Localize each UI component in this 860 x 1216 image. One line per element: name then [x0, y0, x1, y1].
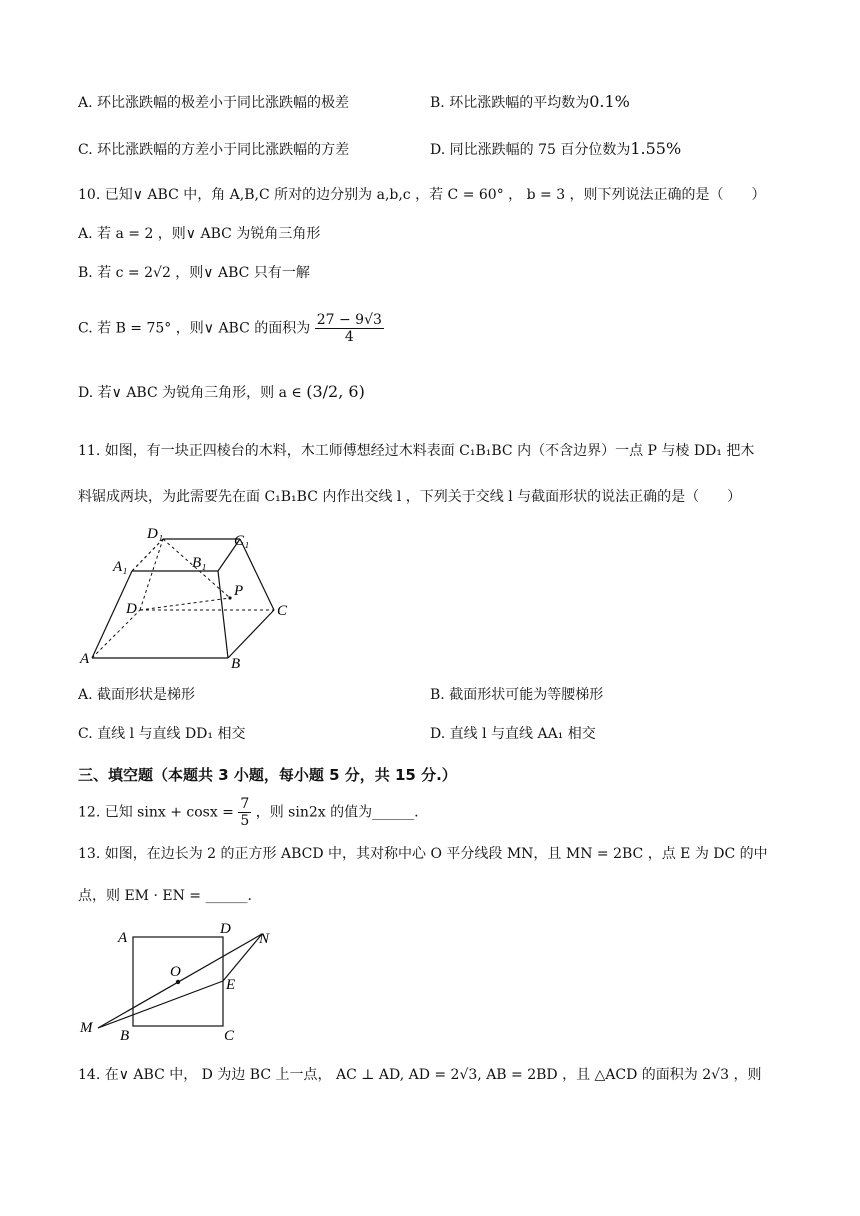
- label-c1: C₁: [234, 533, 250, 549]
- q13-stem-line1: 13. 如图，在边长为 2 的正方形 ABCD 中，其对称中心 O 平分线段 MN，且 MN = 2BC ，点 E 为 DC 的中: [78, 846, 768, 862]
- label-c: C: [224, 1028, 235, 1044]
- label-c: C: [277, 603, 288, 619]
- q13-stem-line2: 点，则 EM · EN = ______.: [78, 888, 252, 904]
- q9-option-d-value: 1.55%: [630, 139, 682, 158]
- q12-stem: [78, 796, 419, 829]
- label-n: N: [259, 931, 270, 947]
- q9-option-d: [430, 139, 681, 159]
- q9-option-b: [430, 92, 630, 112]
- q9-option-d-text: D. 同比涨跌幅的 75 百分位数为: [430, 142, 631, 158]
- q10-stem: 10. 已知∨ ABC 中，角 A,B,C 所对的边分别为 a,b,c ，若 C = 60° ， b = 3 ，则下列说法正确的是（ ）: [78, 187, 766, 203]
- fraction-denominator: 5: [240, 813, 250, 829]
- label-a: A: [80, 651, 90, 667]
- label-b: B: [231, 656, 241, 672]
- q9-option-a: A. 环比涨跌幅的极差小于同比涨跌幅的极差: [78, 95, 350, 111]
- q9-option-c: C. 环比涨跌幅的方差小于同比涨跌幅的方差: [78, 142, 350, 158]
- square-figure: [78, 918, 288, 1046]
- label-o: O: [170, 964, 181, 980]
- q10-option-b: B. 若 c = 2√2 ，则∨ ABC 只有一解: [78, 265, 310, 281]
- q9-option-b-text: B. 环比涨跌幅的平均数为: [430, 95, 590, 111]
- label-d: D: [126, 601, 137, 617]
- q11-stem-line2: 料锯成两块，为此需要先在面 C₁B₁BC 内作出交线 l ，下列关于交线 l 与截面形状的说法正确的是（ ）: [78, 489, 742, 505]
- q12-text-pre: 12. 已知 sinx + cosx =: [78, 804, 234, 821]
- q12-text-post: ，则 sin2x 的值为______.: [255, 804, 419, 821]
- label-b1: B₁: [192, 555, 207, 571]
- frustum-figure: [78, 522, 308, 672]
- section-3-heading: 三、填空题（本题共 3 小题，每小题 5 分，共 15 分.）: [78, 766, 457, 784]
- label-b: B: [120, 1028, 130, 1044]
- q12-fraction: [238, 796, 251, 829]
- label-p: P: [234, 583, 244, 599]
- q10-option-d: [78, 382, 365, 402]
- fraction-denominator: 4: [344, 329, 354, 345]
- label-d: D: [220, 921, 231, 937]
- q10-option-d-text: D. 若∨ ABC 为锐角三角形，则 a ∈: [78, 385, 302, 401]
- fraction-numerator: 27 − 9√3: [316, 312, 382, 328]
- q10-option-c-text: C. 若 B = 75° ，则∨ ABC 的面积为: [78, 320, 311, 337]
- q10-option-d-interval: (3/2, 6): [306, 382, 365, 401]
- q10-option-a: A. 若 a = 2 ，则∨ ABC 为锐角三角形: [78, 226, 321, 242]
- label-m: M: [80, 1020, 93, 1036]
- q11-option-c: C. 直线 l 与直线 DD₁ 相交: [78, 726, 246, 742]
- q10-option-c-fraction: [315, 312, 384, 345]
- q14-stem: 14. 在∨ ABC 中， D 为边 BC 上一点， AC ⊥ AD, AD = 2√3, AB = 2BD ，且 △ACD 的面积为 2√3 ，则: [78, 1067, 762, 1083]
- label-a: A: [118, 930, 128, 946]
- q10-option-c: [78, 312, 384, 345]
- label-a1: A₁: [113, 559, 128, 575]
- q11-option-b: B. 截面形状可能为等腰梯形: [430, 687, 604, 703]
- q11-option-d: D. 直线 l 与直线 AA₁ 相交: [430, 726, 596, 742]
- q11-option-a: A. 截面形状是梯形: [78, 687, 196, 703]
- label-e: E: [226, 977, 236, 993]
- label-d1: D₁: [147, 526, 164, 542]
- fraction-numerator: 7: [240, 796, 250, 812]
- q9-option-b-value: 0.1%: [589, 92, 630, 111]
- q11-stem-line1: 11. 如图，有一块正四棱台的木料，木工师傅想经过木料表面 C₁B₁BC 内（不含边界）一点 P 与棱 DD₁ 把木: [78, 443, 755, 459]
